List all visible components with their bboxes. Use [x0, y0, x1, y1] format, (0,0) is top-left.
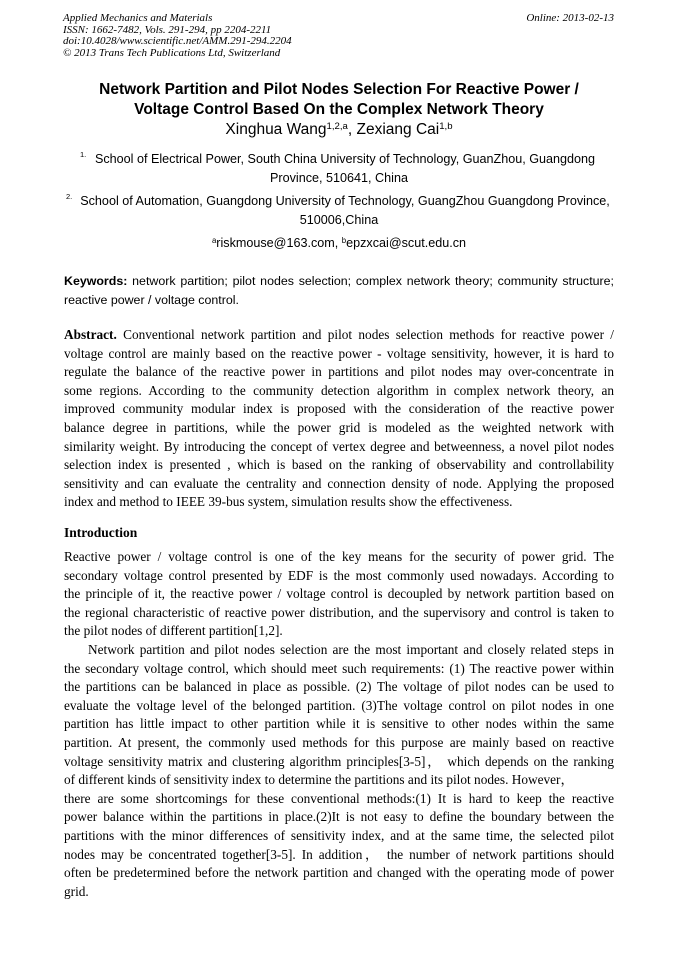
abstract-line: regulate the balance of the reactive power in partitions and pilot nodes may over-concentrate in	[64, 364, 614, 380]
abstract-line: similarity weight. By introducing the concept of vertex degree and betweenness, a novel pilot nodes	[64, 438, 614, 454]
body-line: secondary voltage control presented by EDF is the most commonly used nowadays. According to	[64, 567, 614, 583]
author-separator: ,	[347, 121, 357, 138]
affiliation-number: 1.	[80, 150, 87, 159]
affiliation-line: School of Automation, Guangdong University of Technology, GuangZhou Guangdong Province,	[80, 194, 610, 208]
online-date: Online: 2013-02-13	[526, 12, 614, 24]
copyright-line: © 2013 Trans Tech Publications Ltd, Switzerland	[63, 46, 281, 59]
abstract-label: Abstract.	[64, 327, 117, 342]
author-name: Xinghua Wang	[225, 121, 327, 138]
keywords-section	[64, 272, 614, 310]
introduction-paragraph-2	[64, 641, 614, 901]
title-line-2: Voltage Control Based On the Complex Network Theory	[134, 101, 544, 118]
paper-title	[40, 80, 638, 120]
body-line: Reactive power / voltage control is one of the key means for the security of power grid. The	[64, 549, 614, 564]
body-line: the partitions can be balanced in place as possible. (2) The voltage of pilot nodes can be used to	[64, 679, 614, 695]
body-line: voltage sensitivity matrix and clustering algorithm principles[3-5]， which depends on the ranking	[64, 753, 614, 769]
affiliation-line: School of Electrical Power, South China University of Technology, GuanZhou, Guangdong	[94, 152, 596, 166]
email-marker: a	[211, 235, 217, 245]
email-link[interactable]: epzxcai@scut.edu.cn	[346, 236, 467, 250]
affiliation-1	[64, 150, 614, 188]
abstract-line: selection index is presented , which is based on the ranking of observability and controllability	[64, 457, 614, 473]
abstract-line: sensitivity and can evaluate the centrality and connection density of node. Applying the proposed	[64, 475, 614, 491]
body-line: the principle of it, the reactive power / voltage control is decoupled by network partition based on	[64, 586, 614, 602]
body-line: the secondary voltage control, which should meet such requirements: (1) The reactive power within	[64, 660, 614, 676]
abstract-line: index and method to IEEE 39-bus system, simulation results show the effectiveness.	[64, 494, 513, 510]
body-line: partition. At present, the commonly used methods for this purpose are mainly based on reactive	[64, 734, 614, 750]
title-line-1: Network Partition and Pilot Nodes Selection For Reactive Power /	[99, 81, 579, 98]
body-line: the regional characteristic of reactive power distribution, and the supervisory and control is taken to	[64, 604, 614, 620]
abstract-section	[64, 326, 614, 512]
doi-line: doi:10.4028/www.scientific.net/AMM.291-294.2204	[63, 35, 292, 47]
affiliation-line: 510006,China	[299, 213, 379, 227]
body-line: nodes may be concentrated together[3-5]. In addition， the number of network partitions should	[64, 846, 614, 862]
body-line: of different kinds of sensitivity index to determine the partitions and its pilot nodes. However，	[64, 772, 574, 788]
email-link[interactable]: riskmouse@163.com	[216, 236, 335, 250]
keywords-line: reactive power / voltage control.	[64, 293, 239, 307]
body-line: partitions with the minor differences of sensitivity index, and at the same time, the selected pilot	[64, 827, 614, 843]
body-line: there are some shortcomings for these conventional methods:(1) It is hard to keep the reactive	[64, 790, 614, 806]
author-name: Zexiang Cai	[356, 121, 440, 138]
author-list	[40, 120, 638, 140]
body-line: evaluate the voltage level of the belonged partition. (3)The voltage control on pilot nodes in one	[64, 697, 614, 713]
author-affiliation-marker: 1,b	[439, 120, 453, 132]
abstract-line: balance degree in partitions, while the power grid is modeled as the weighted network with	[64, 419, 614, 435]
keywords-line	[64, 272, 614, 291]
section-heading-introduction: Introduction	[64, 525, 138, 540]
abstract-line	[64, 326, 614, 345]
abstract-text: Conventional network partition and pilot nodes selection methods for reactive power /	[123, 327, 614, 342]
author-emails	[40, 234, 638, 252]
issn-line: ISSN: 1662-7482, Vols. 291-294, pp 2204-2211	[63, 23, 272, 36]
body-line: often be predetermined before the network partition and changed with the operating mode of power	[64, 865, 614, 881]
body-line: Network partition and pilot nodes selection are the most important and closely related steps in	[88, 642, 614, 657]
email-marker: b	[341, 235, 347, 245]
abstract-line: some regions. According to the community detection algorithm in complex network theory, an	[64, 382, 614, 398]
body-line: the pilot nodes of different partition[1,2].	[64, 623, 283, 639]
keywords-label: Keywords:	[64, 274, 128, 288]
author-affiliation-marker: 1,2,a	[326, 120, 348, 132]
abstract-line: improved community modular index is proposed with the consideration of the reactive power	[64, 401, 614, 417]
affiliation-number: 2.	[66, 192, 73, 201]
email-separator: ,	[334, 236, 342, 250]
abstract-line: voltage control are mainly based on the reactive power - voltage sensitivity, however, it is hard to	[64, 345, 614, 361]
body-line: power balance within the partitions in place.(2)It is not easy to define the boundary between the	[64, 809, 614, 825]
body-line: grid.	[64, 883, 89, 899]
journal-name: Applied Mechanics and Materials	[63, 12, 213, 24]
keywords-text: network partition; pilot nodes selection; complex network theory; community structure;	[132, 274, 614, 288]
introduction-paragraph-1	[64, 548, 614, 641]
body-line: partition has little impact to other partition while it is sensitive to other nodes within the same	[64, 716, 614, 732]
affiliation-2	[64, 192, 614, 230]
affiliation-line: Province, 510641, China	[270, 171, 408, 185]
journal-header	[63, 13, 292, 59]
